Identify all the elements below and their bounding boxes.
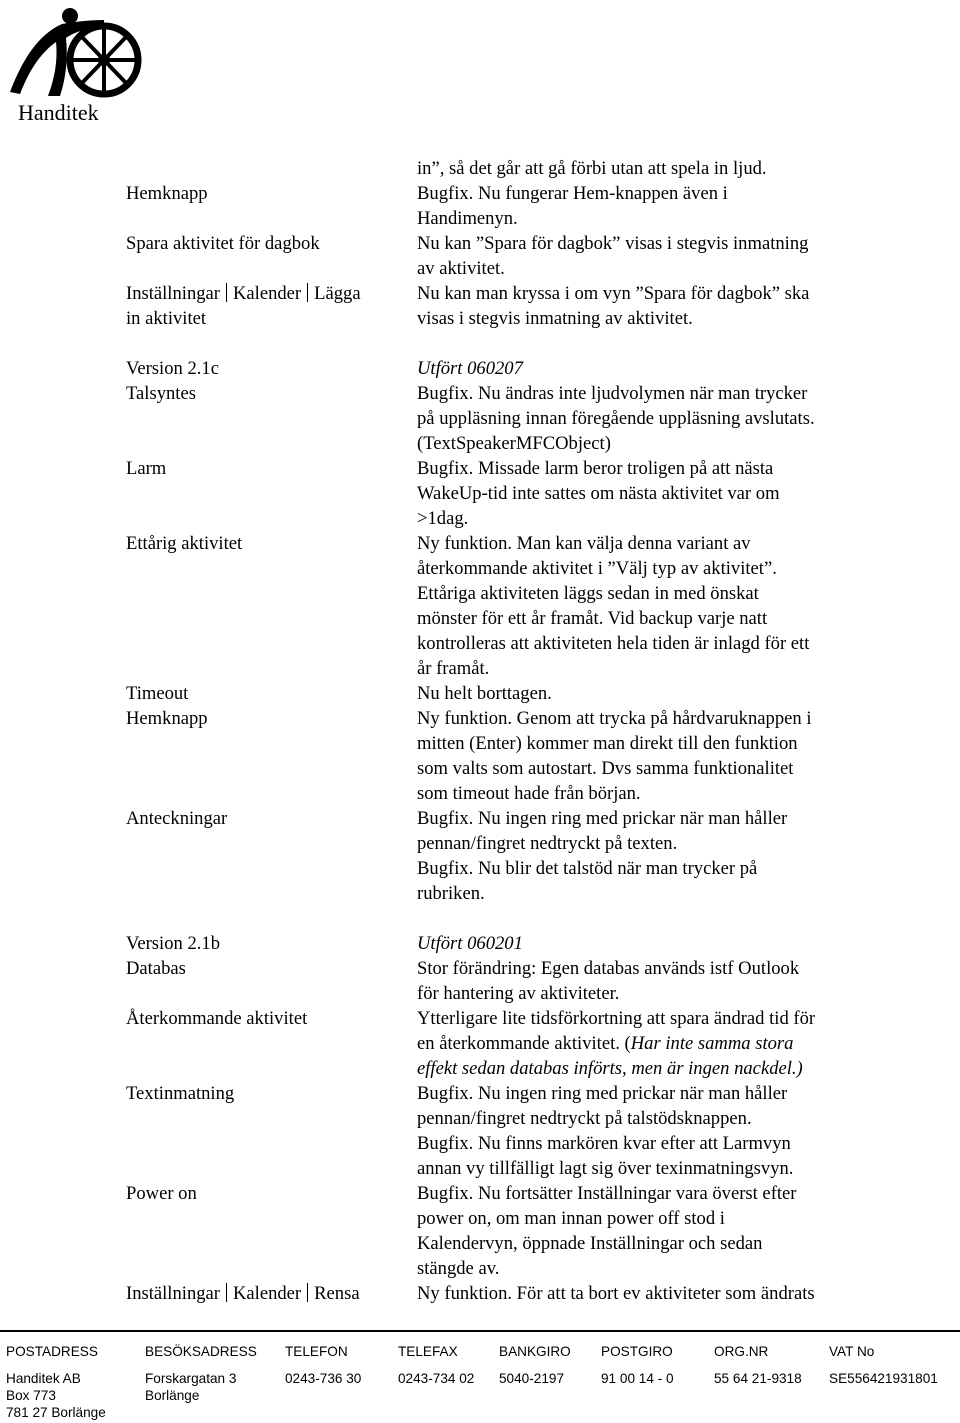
entry-text: pennan/fingret nedtryckt på texten. <box>417 833 678 854</box>
version-title: Version 2.1c <box>126 358 219 379</box>
entry-text: visas i stegvis inmatning av aktivitet. <box>417 308 693 329</box>
entry-label: in aktivitet <box>126 308 207 329</box>
entry-text: Bugfix. Nu ingen ring med prickar när man håller <box>417 808 788 829</box>
entry-text: år framåt. <box>417 658 490 679</box>
entry-label: Ettårig aktivitet <box>126 533 243 554</box>
entry-text: Ettåriga aktiviteten läggs sedan in med önskat <box>417 583 759 604</box>
footer-divider <box>0 1330 960 1332</box>
footer-telefon-value: 0243-736 30 <box>285 1371 362 1386</box>
entry-text: Nu kan man kryssa i om vyn ”Spara för dagbok” ska <box>417 283 810 304</box>
entry-text: Ny funktion. Genom att trycka på hårdvaruknappen i <box>417 708 812 729</box>
logo-wordmark: Handitek <box>18 100 99 125</box>
footer-header-orgnr: ORG.NR <box>714 1344 769 1359</box>
entry-text: Nu helt borttagen. <box>417 683 552 704</box>
footer-header-besoksadress: BESÖKSADRESS <box>145 1344 257 1359</box>
entry-text: effekt sedan databas införts, men är ingen nackdel.) <box>417 1058 803 1079</box>
entry-label: Spara aktivitet för dagbok <box>126 233 320 254</box>
entry-label: Timeout <box>126 683 189 704</box>
entry-text: (TextSpeakerMFCObject) <box>417 433 611 454</box>
entry-text: rubriken. <box>417 883 485 904</box>
entry-text: Stor förändring: Egen databas används istf Outlook <box>417 958 800 979</box>
entry-text: Bugfix. Nu ingen ring med prickar när man håller <box>417 1083 788 1104</box>
footer-postadress-line: Handitek AB <box>6 1371 81 1386</box>
entry-text: Ny funktion. Man kan välja denna variant av <box>417 533 751 554</box>
footer-header-bankgiro: BANKGIRO <box>499 1344 571 1359</box>
footer-postgiro-value: 91 00 14 - 0 <box>601 1371 674 1386</box>
footer-header-postgiro: POSTGIRO <box>601 1344 673 1359</box>
footer-postadress-line: Box 773 <box>6 1388 56 1403</box>
footer-header-telefax: TELEFAX <box>398 1344 458 1359</box>
entry-text: Bugfix. Missade larm beror troligen på att nästa <box>417 458 774 479</box>
entry-text: stängde av. <box>417 1258 500 1279</box>
footer-bankgiro-value: 5040-2197 <box>499 1371 565 1386</box>
entry-text: på uppläsning innan föregående uppläsning avslutats. <box>417 408 815 429</box>
entry-label: Återkommande aktivitet <box>126 1008 308 1029</box>
footer-orgnr-value: 55 64 21-9318 <box>714 1371 802 1386</box>
entry-text: WakeUp-tid inte sattes om nästa aktivitet var om <box>417 483 780 504</box>
footer-vat-value: SE556421931801 <box>829 1371 938 1386</box>
footer-besoksadress-line: Borlänge <box>145 1388 200 1403</box>
entry-text: av aktivitet. <box>417 258 505 279</box>
entry-text: som valts som autostart. Dvs samma funktionalitet <box>417 758 794 779</box>
footer-postadress-line: 781 27 Borlänge <box>6 1405 106 1420</box>
entry-text: mitten (Enter) kommer man direkt till den funktion <box>417 733 798 754</box>
entry-label: Inställningar Kalender Rensa <box>126 1283 360 1304</box>
footer-telefax-value: 0243-734 02 <box>398 1371 475 1386</box>
entry-text: mönster för ett år framåt. Vid backup varje natt <box>417 608 768 629</box>
entry-text: Handimenyn. <box>417 208 518 229</box>
entry-text: power on, om man innan power off stod i <box>417 1208 725 1229</box>
entry-text: för hantering av aktiviteter. <box>417 983 620 1004</box>
entry-text: återkommande aktivitet i ”Välj typ av aktivitet”. <box>417 558 777 579</box>
entry-text: Bugfix. Nu fungerar Hem-knappen även i <box>417 183 728 204</box>
entry-text: Ytterligare lite tidsförkortning att spara ändrad tid för <box>417 1008 816 1029</box>
entry-label: Inställningar Kalender Lägga <box>126 283 361 304</box>
entry-text: som timeout hade från början. <box>417 783 641 804</box>
entry-label: Talsyntes <box>126 383 196 404</box>
entry-label: Hemknapp <box>126 708 208 729</box>
version-date: Utfört 060207 <box>417 358 523 379</box>
entry-label: Hemknapp <box>126 183 208 204</box>
footer-header-telefon: TELEFON <box>285 1344 348 1359</box>
entry-text: kontrolleras att aktiviteten hela tiden är inlagd för ett <box>417 633 810 654</box>
footer-header-postadress: POSTADRESS <box>6 1344 98 1359</box>
handitek-wheel-figure-icon <box>4 2 146 102</box>
entry-label: Textinmatning <box>126 1083 235 1104</box>
version-date: Utfört 060201 <box>417 933 523 954</box>
entry-text: in”, så det går att gå förbi utan att spela in ljud. <box>417 158 767 179</box>
handitek-logo <box>4 2 146 128</box>
entry-text: Bugfix. Nu fortsätter Inställningar vara överst efter <box>417 1183 797 1204</box>
entry-text: Nu kan ”Spara för dagbok” visas i stegvis inmatning <box>417 233 809 254</box>
entry-label: Anteckningar <box>126 808 228 829</box>
entry-text: >1dag. <box>417 508 469 529</box>
entry-text: Bugfix. Nu ändras inte ljudvolymen när man trycker <box>417 383 808 404</box>
entry-text: en återkommande aktivitet. (Har inte samma stora <box>417 1033 794 1054</box>
version-title: Version 2.1b <box>126 933 220 954</box>
entry-text: Kalendervyn, öppnade Inställningar och sedan <box>417 1233 763 1254</box>
footer-besoksadress-line: Forskargatan 3 <box>145 1371 237 1386</box>
entry-label: Databas <box>126 958 186 979</box>
entry-text: Bugfix. Nu blir det talstöd när man trycker på <box>417 858 758 879</box>
footer-header-vat: VAT No <box>829 1344 875 1359</box>
entry-text: pennan/fingret nedtryckt på talstödsknappen. <box>417 1108 752 1129</box>
entry-label: Power on <box>126 1183 197 1204</box>
entry-text: Ny funktion. För att ta bort ev aktiviteter som ändrats <box>417 1283 815 1304</box>
entry-text: annan vy tillfälligt lagt sig över texinmatningsvyn. <box>417 1158 794 1179</box>
entry-text: Bugfix. Nu finns markören kvar efter att Larmvyn <box>417 1133 791 1154</box>
entry-label: Larm <box>126 458 167 479</box>
